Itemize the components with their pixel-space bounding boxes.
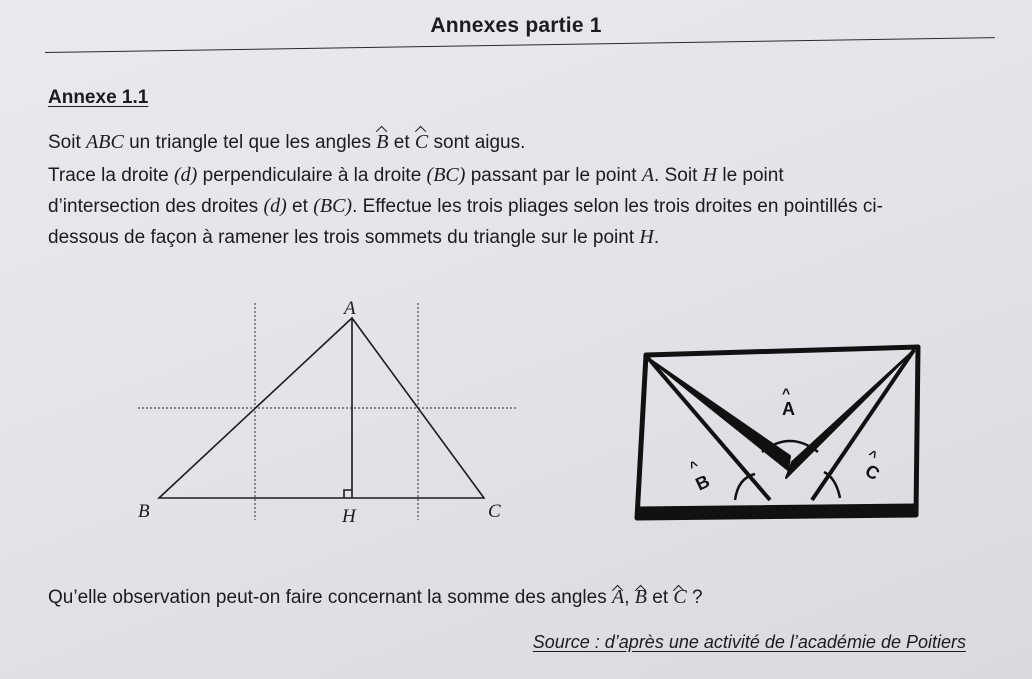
right-fold-wedge	[786, 350, 914, 478]
text: . Soit	[654, 165, 703, 186]
math-d: (d)	[174, 164, 198, 186]
section-title: Annexe 1.1	[48, 87, 149, 108]
text: .	[653, 227, 660, 248]
angle-b-label: B	[692, 470, 713, 495]
text: perpendiculaire à la droite	[197, 165, 427, 186]
angle-a-symbol: A	[612, 586, 625, 608]
math-d: (d)	[263, 195, 287, 217]
intro-text: un triangle tel que les angles	[123, 132, 377, 153]
angle-b-hat: ^	[686, 456, 701, 475]
rectangle-outline	[637, 347, 918, 518]
intro-text: Soit	[48, 132, 87, 153]
foot-label-h: H	[342, 506, 356, 527]
angle-a-label: A	[782, 399, 795, 419]
math-a: A	[641, 164, 655, 186]
math-bc: (BC)	[313, 195, 353, 217]
intro-triangle-name: ABC	[86, 131, 124, 153]
angle-a-hat: ^	[782, 385, 791, 401]
math-h: H	[639, 226, 654, 248]
text: ?	[686, 587, 703, 608]
angle-C-symbol: C	[415, 127, 428, 158]
angle-b-symbol: B	[634, 586, 647, 608]
math-bc: (BC)	[426, 164, 466, 186]
vertex-label-c: C	[488, 501, 501, 522]
header-title: Annexes partie 1	[430, 14, 602, 37]
angle-B-symbol: B	[376, 127, 388, 158]
text: passant par le point	[465, 165, 642, 186]
angle-c-label: C	[861, 460, 884, 485]
text: . Effectue les trois pliages selon les trois droites en pointillés ci-	[352, 196, 883, 217]
text: ,	[624, 587, 635, 608]
vertex-label-b: B	[138, 501, 150, 522]
source-citation: Source : d’après une activité de l’académie de Poitiers	[532, 632, 966, 652]
math-h: H	[702, 164, 718, 186]
text: d’intersection des droites	[48, 196, 264, 217]
text: Qu’elle observation peut-on faire concernant la somme des angles	[48, 587, 612, 608]
intro-text: et	[388, 132, 415, 153]
text: et	[286, 196, 314, 217]
text: Trace la droite	[48, 165, 175, 186]
vertex-label-a: A	[344, 298, 356, 319]
text: le point	[717, 165, 784, 186]
angle-c-hat: ^	[865, 446, 881, 465]
left-fold-wedge	[648, 358, 790, 470]
angle-c-symbol: C	[673, 586, 687, 608]
text: et	[647, 587, 674, 608]
intro-text: sont aigus.	[428, 132, 526, 153]
question-text	[48, 586, 703, 609]
text: dessous de façon à ramener les trois sommets du triangle sur le point	[48, 227, 640, 248]
bottom-band	[637, 504, 916, 519]
